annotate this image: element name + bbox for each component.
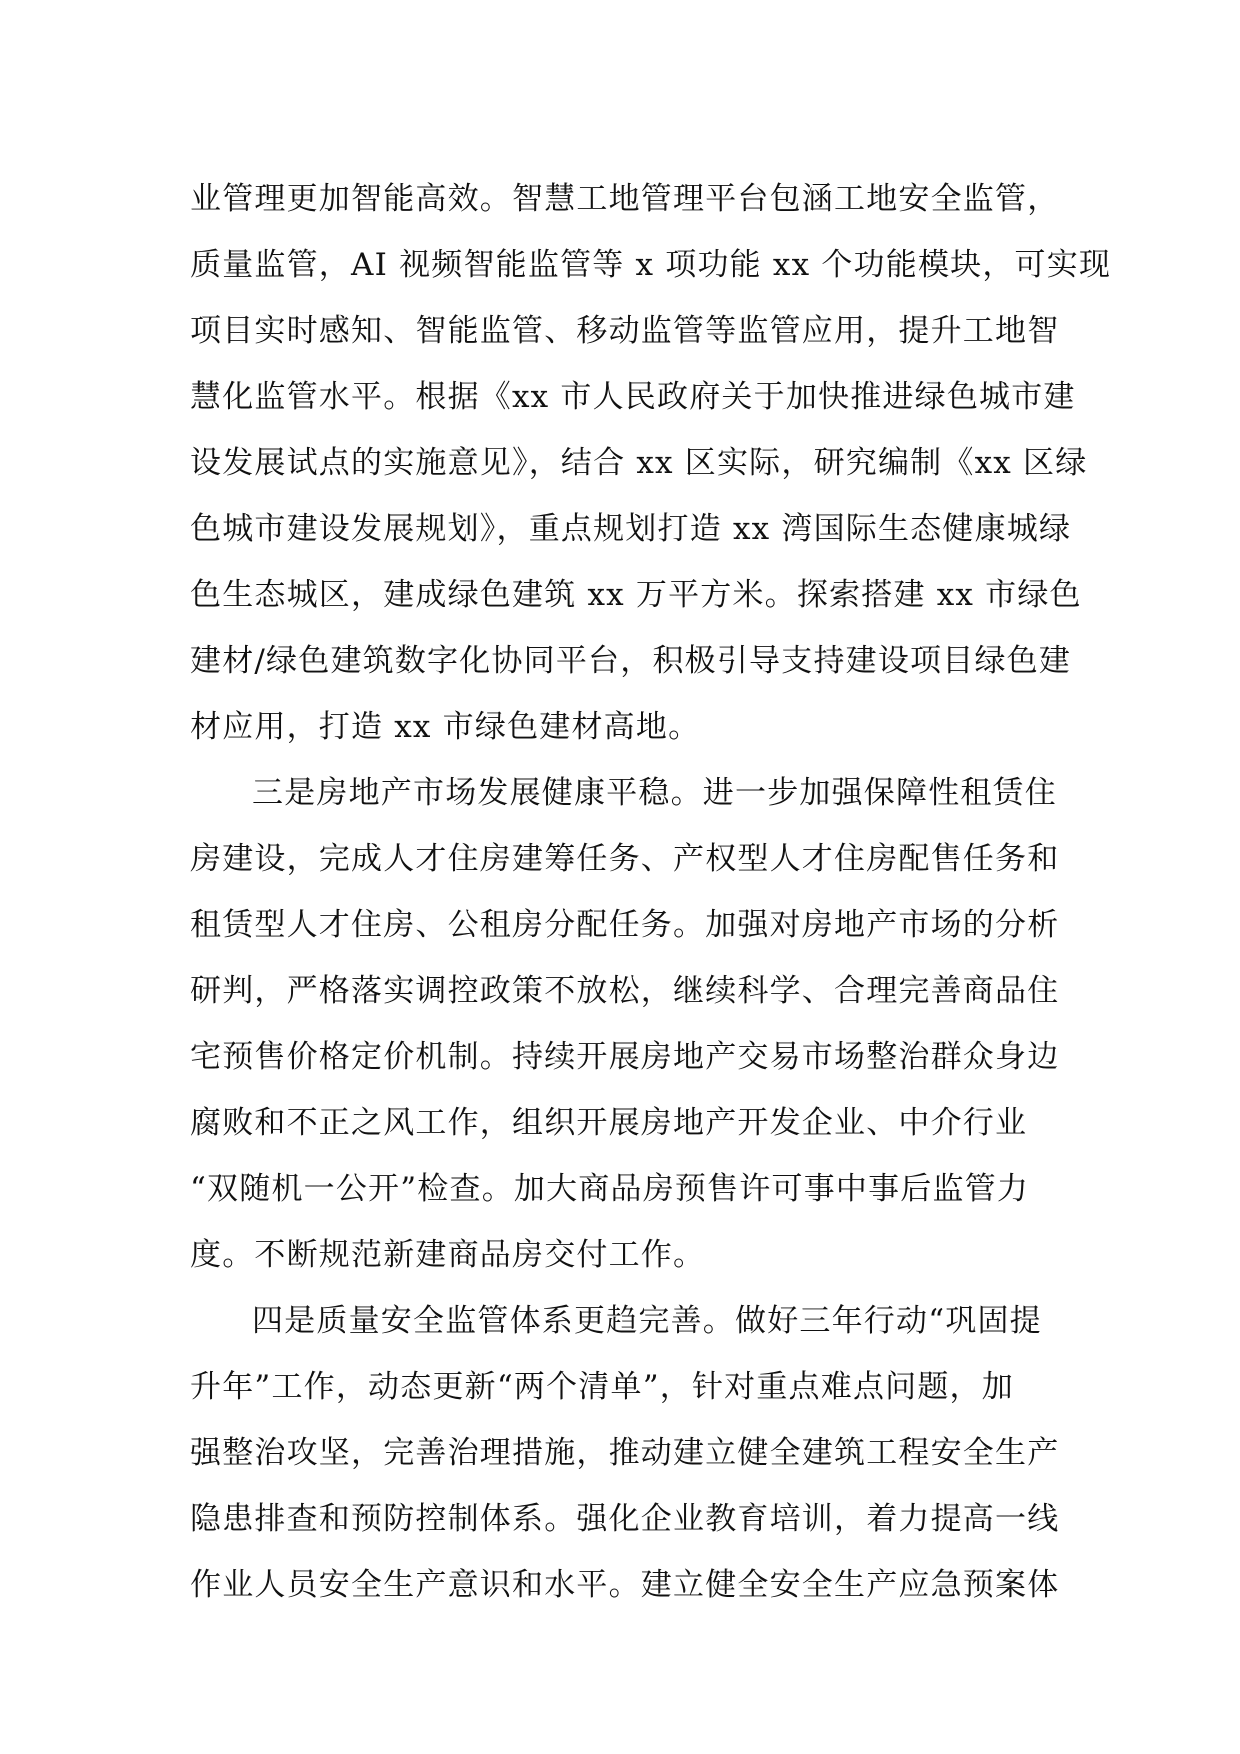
paragraph-line: 四是质量安全监管体系更趋完善。做好三年行动“巩固提 bbox=[252, 1303, 1042, 1339]
paragraph-line: 材应用，打造 xx 市绿色建材高地。 bbox=[190, 709, 701, 745]
paragraph-line: 房建设，完成人才住房建筹任务、产权型人才住房配售任务和 bbox=[190, 841, 1060, 877]
paragraph-line: 建材/绿色建筑数字化协同平台，积极引导支持建设项目绿色建 bbox=[190, 643, 1072, 679]
paragraph-line: 隐患排查和预防控制体系。强化企业教育培训，着力提高一线 bbox=[190, 1501, 1060, 1537]
paragraph-line: 租赁型人才住房、公租房分配任务。加强对房地产市场的分析 bbox=[190, 907, 1060, 943]
paragraph-line: 色城市建设发展规划》，重点规划打造 xx 湾国际生态健康城绿 bbox=[190, 511, 1072, 547]
document-body bbox=[190, 166, 1112, 1618]
paragraph-line: “双随机一公开”检查。加大商品房预售许可事中事后监管力 bbox=[190, 1171, 1030, 1207]
paragraph-line: 作业人员安全生产意识和水平。建立健全安全生产应急预案体 bbox=[190, 1567, 1060, 1603]
paragraph-line: 腐败和不正之风工作，组织开展房地产开发企业、中介行业 bbox=[190, 1105, 1028, 1141]
paragraph-line: 度。不断规范新建商品房交付工作。 bbox=[190, 1237, 706, 1273]
paragraph-line: 慧化监管水平。根据《xx 市人民政府关于加快推进绿色城市建 bbox=[190, 379, 1076, 415]
paragraph-line: 宅预售价格定价机制。持续开展房地产交易市场整治群众身边 bbox=[190, 1039, 1060, 1075]
paragraph-line: 设发展试点的实施意见》，结合 xx 区实际，研究编制《xx 区绿 bbox=[190, 445, 1088, 481]
paragraph-1 bbox=[190, 166, 1112, 760]
paragraph-line: 研判，严格落实调控政策不放松，继续科学、合理完善商品住 bbox=[190, 973, 1060, 1009]
paragraph-line: 质量监管，AI 视频智能监管等 x 项功能 xx 个功能模块，可实现 bbox=[190, 247, 1112, 283]
paragraph-line: 业管理更加智能高效。智慧工地管理平台包涵工地安全监管， bbox=[190, 181, 1060, 217]
paragraph-line: 强整治攻坚，完善治理措施，推动建立健全建筑工程安全生产 bbox=[190, 1435, 1060, 1471]
paragraph-line: 三是房地产市场发展健康平稳。进一步加强保障性租赁住 bbox=[252, 775, 1057, 811]
paragraph-line: 色生态城区，建成绿色建筑 xx 万平方米。探索搭建 xx 市绿色 bbox=[190, 577, 1082, 613]
paragraph-2 bbox=[190, 760, 1060, 1288]
paragraph-line: 升年”工作，动态更新“两个清单”，针对重点难点问题，加 bbox=[190, 1369, 1014, 1405]
paragraph-3 bbox=[190, 1288, 1060, 1618]
paragraph-line: 项目实时感知、智能监管、移动监管等监管应用，提升工地智 bbox=[190, 313, 1060, 349]
